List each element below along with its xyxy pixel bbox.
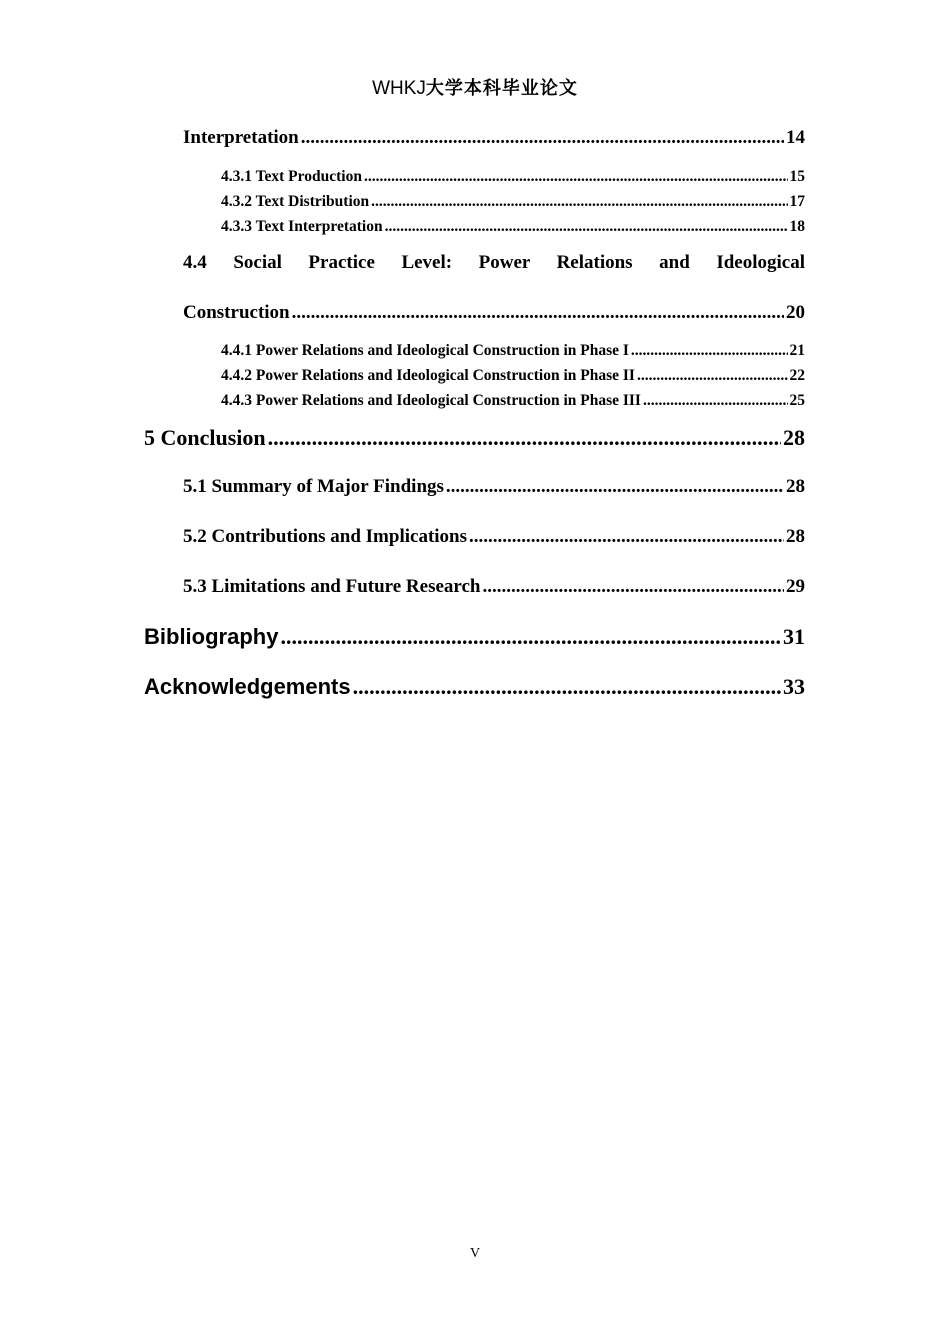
toc-entry-page: 14 (786, 127, 805, 148)
toc-leader-dots (292, 302, 784, 324)
toc-entry-title: 5.2 Contributions and Implications (183, 526, 468, 547)
toc-entry-acknowledgements[interactable] (144, 674, 805, 700)
toc-entry-bibliography[interactable] (144, 624, 805, 650)
toc-entry-title: 4.4.2 Power Relations and Ideological Construction in Phase II (221, 367, 635, 384)
toc-entry-title: 5 Conclusion (144, 425, 266, 450)
toc-entry-title: 5.1 Summary of Major Findings (183, 476, 444, 497)
toc-entry-page: 28 (786, 476, 805, 497)
toc-leader-dots (446, 476, 784, 498)
toc-leader-dots (371, 193, 787, 211)
toc-entry-page: 15 (789, 168, 805, 185)
toc-leader-dots (631, 342, 788, 360)
toc-entry-page: 33 (783, 674, 805, 699)
header-latin-text: WHKJ (372, 78, 426, 99)
toc-entry-4-3-3[interactable] (221, 218, 805, 236)
toc-entry-title: 4.4.1 Power Relations and Ideological Construction in Phase I (221, 342, 629, 359)
toc-entry-page: 21 (789, 342, 805, 359)
page-number: V (469, 1246, 481, 1261)
toc-entry-page: 18 (789, 218, 805, 235)
toc-entry-title: Interpretation (183, 127, 299, 148)
toc-entry-title: 4.3.1 Text Production (221, 168, 362, 185)
toc-leader-dots (483, 576, 785, 598)
toc-entry-4-3-2[interactable] (221, 193, 805, 211)
toc-entry-page: 22 (789, 367, 805, 384)
toc-entry-4-4[interactable] (183, 302, 805, 324)
page-header (0, 74, 950, 100)
toc-entry-4-4-3[interactable] (221, 392, 805, 410)
toc-entry-page: 25 (789, 392, 805, 409)
header-cjk-text: 大学本科毕业论文 (425, 78, 578, 99)
toc-entry-page: 31 (783, 624, 805, 649)
toc-entry-title: Acknowledgements (144, 674, 351, 699)
toc-entry-title: 4.3.3 Text Interpretation (221, 218, 383, 235)
toc-entry-title: 4.4.3 Power Relations and Ideological Construction in Phase III (221, 392, 641, 409)
toc-entry-4-4-1[interactable] (221, 342, 805, 360)
toc-leader-dots (353, 674, 781, 700)
toc-leader-dots (280, 624, 781, 650)
toc-entry-page: 17 (789, 193, 805, 210)
toc-leader-dots (364, 168, 788, 186)
toc-entry-5-2[interactable] (183, 526, 805, 548)
toc-entry-page: 28 (783, 425, 805, 450)
toc-entry-page: 20 (786, 302, 805, 323)
toc-entry-title: 4.3.2 Text Distribution (221, 193, 370, 210)
toc-leader-dots (268, 425, 781, 451)
toc-leader-dots (301, 127, 784, 149)
toc-entry-title: 5.3 Limitations and Future Research (183, 576, 481, 597)
toc-entry-4-4-2[interactable] (221, 367, 805, 385)
toc-entry-4-4-line1[interactable]: 4.4 Social Practice Level: Power Relations and Ideological (183, 252, 805, 273)
toc-leader-dots (469, 526, 784, 548)
toc-leader-dots (637, 367, 788, 385)
toc-leader-dots (643, 392, 788, 410)
toc-entry-5-3[interactable] (183, 576, 805, 598)
toc-entry-page: 28 (786, 526, 805, 547)
toc-entry-title: Bibliography (144, 624, 279, 649)
toc-entry-5-1[interactable] (183, 476, 805, 498)
toc-entry-interpretation[interactable] (183, 127, 805, 149)
toc-entry-title: Construction (183, 302, 290, 323)
toc-entry-5[interactable] (144, 425, 805, 451)
toc-entry-page: 29 (786, 576, 805, 597)
toc-leader-dots (385, 218, 788, 236)
toc-entry-4-3-1[interactable] (221, 168, 805, 186)
